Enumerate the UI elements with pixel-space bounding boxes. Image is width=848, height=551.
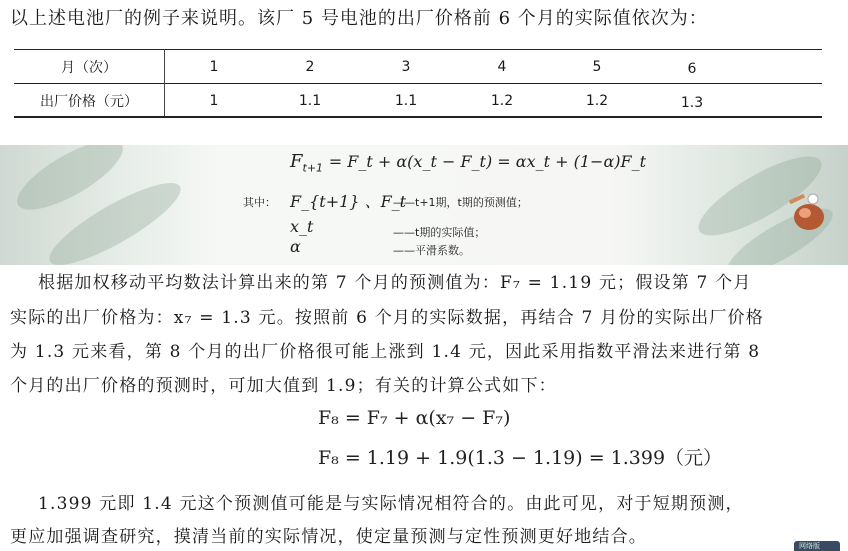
month-cell: 1: [209, 59, 219, 75]
table-divider: [164, 49, 165, 116]
price-cell: 1.1: [394, 93, 418, 109]
smoothing-formula: $F_{t+1}$ = F_t + α(x_t − F_t) = αx_t + (1−α)F_t: [290, 151, 647, 175]
table-mid-rule: [14, 83, 822, 84]
table-top-rule: [14, 49, 822, 50]
price-cell: 1.3: [680, 95, 704, 111]
definition-alpha: ——平滑系数。: [393, 244, 470, 257]
month-cell: 4: [497, 59, 507, 75]
price-cell: 1.1: [298, 93, 322, 109]
price-cell: 1: [209, 93, 219, 109]
conclusion-line: 1.399 元即 1.4 元这个预测值可能是与实际情况相符合的。由此可见，对于短期预测，: [38, 494, 744, 514]
where-label: 其中：: [243, 196, 276, 209]
definition-actual: ——t期的实际值；: [393, 226, 486, 239]
month-cell: 3: [401, 59, 411, 75]
formula-banner: [0, 145, 848, 265]
definition-forecast: ——t+1期，t期的预测值；: [393, 196, 528, 209]
month-cell: 2: [305, 59, 315, 75]
intro-text: 以上述电池厂的例子来说明。该厂 5 号电池的出厂价格前 6 个月的实际值依次为：: [10, 8, 708, 29]
conclusion-line: 更应加强调查研究，摸清当前的实际情况，使定量预测与定性预测更好地结合。: [10, 527, 647, 547]
corner-badge: 网络版: [794, 541, 840, 551]
row-label-month: 月（次）: [61, 60, 117, 76]
price-cell: 1.2: [490, 93, 514, 109]
equation-computed: F₈ = 1.19 + 1.9(1.3 − 1.19) = 1.399（元）: [318, 447, 723, 469]
paragraph-line: 实际的出厂价格为：x₇ = 1.3 元。按照前 6 个月的实际数据，再结合 7 月份的实际出厂价格: [10, 308, 764, 328]
row-label-price: 出厂价格（元）: [40, 94, 138, 110]
month-cell: 6: [687, 61, 697, 77]
price-cell: 1.2: [585, 93, 609, 109]
equation-general: F₈ = F₇ + α(x₇ − F₇): [318, 407, 511, 429]
paragraph-line: 个月的出厂价格的预测时，可加大值到 1.9；有关的计算公式如下：: [10, 376, 557, 396]
where-symbols: F_{t+1} 、F_t: [290, 192, 407, 211]
symbol-actual: x_t: [290, 217, 314, 236]
paragraph-line: 根据加权移动平均数法计算出来的第 7 个月的预测值为：F₇ = 1.19 元；假设第 7 个月: [38, 273, 752, 293]
paragraph-line: 为 1.3 元来看，第 8 个月的出厂价格很可能上涨到 1.4 元，因此采用指数平滑法来进行第 8: [10, 342, 761, 362]
watering-can-icon: [785, 185, 833, 235]
symbol-alpha: α: [290, 237, 301, 256]
table-bottom-rule: [14, 116, 822, 118]
month-cell: 5: [592, 59, 602, 75]
